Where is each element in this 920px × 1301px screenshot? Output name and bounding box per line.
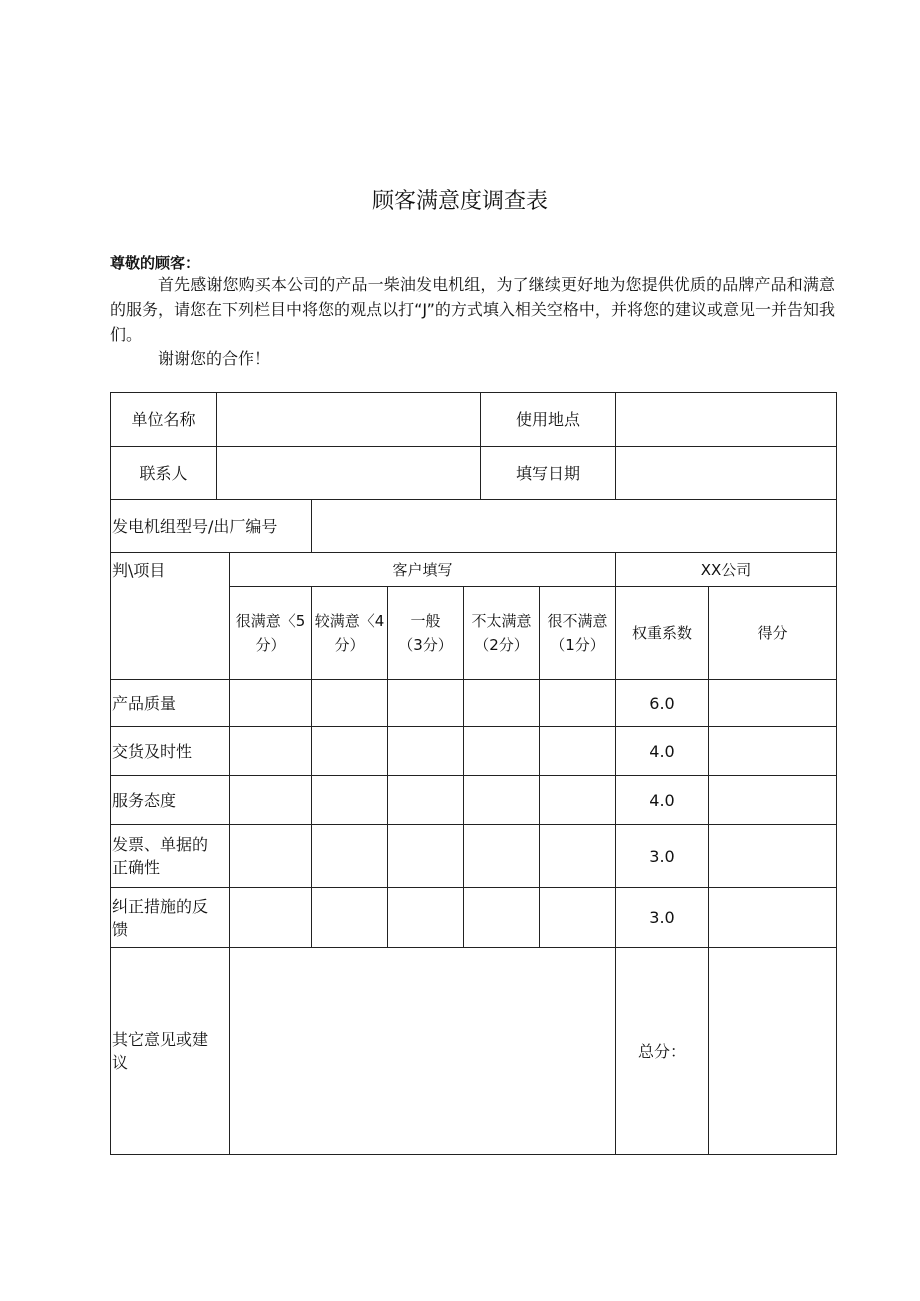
model-serial-label: 发电机组型号/出厂编号 xyxy=(110,499,312,553)
row-label-delivery-timeliness: 交货及时性 xyxy=(110,726,230,776)
rating-cell[interactable] xyxy=(539,726,616,776)
use-location-field[interactable] xyxy=(615,392,837,447)
rating-cell[interactable] xyxy=(387,824,464,888)
rating-cell[interactable] xyxy=(311,775,388,825)
rating-cell[interactable] xyxy=(463,679,540,727)
score-cell[interactable] xyxy=(708,775,837,825)
rating-very-dissatisfied-header: 很不满意 （1分） xyxy=(539,586,616,680)
rating-very-satisfied-header: 很满意〈5 分） xyxy=(229,586,312,680)
rating-cell[interactable] xyxy=(539,824,616,888)
rating-satisfied-header: 较满意〈4 分） xyxy=(311,586,388,680)
rating-cell[interactable] xyxy=(463,775,540,825)
company-header: XX公司 xyxy=(615,552,837,587)
comments-field[interactable] xyxy=(229,947,616,1155)
rating-cell[interactable] xyxy=(387,887,464,948)
score-cell[interactable] xyxy=(708,824,837,888)
contact-field[interactable] xyxy=(216,446,481,500)
model-serial-field[interactable] xyxy=(311,499,837,553)
weight-value: 3.0 xyxy=(615,887,709,948)
fill-date-field[interactable] xyxy=(615,446,837,500)
rating-dissatisfied-header: 不太满意 （2分） xyxy=(463,586,540,680)
score-header: 得分 xyxy=(708,586,837,680)
weight-header: 权重系数 xyxy=(615,586,709,680)
rating-cell[interactable] xyxy=(311,887,388,948)
customer-fill-header: 客户填写 xyxy=(229,552,616,587)
rating-cell[interactable] xyxy=(229,824,312,888)
rating-cell[interactable] xyxy=(539,679,616,727)
thanks-line: 谢谢您的合作！ xyxy=(158,349,271,368)
rating-cell[interactable] xyxy=(463,887,540,948)
row-label-product-quality: 产品质量 xyxy=(110,679,230,727)
weight-value: 6.0 xyxy=(615,679,709,727)
fill-date-label: 填写日期 xyxy=(480,446,616,500)
rating-cell[interactable] xyxy=(229,679,312,727)
rating-cell[interactable] xyxy=(387,679,464,727)
greeting: 尊敬的顾客： xyxy=(110,254,201,272)
rating-cell[interactable] xyxy=(463,726,540,776)
rating-cell[interactable] xyxy=(311,679,388,727)
contact-label: 联系人 xyxy=(110,446,217,500)
total-score-field[interactable] xyxy=(708,947,837,1155)
rating-average-header: 一般 （3分） xyxy=(387,586,464,680)
unit-name-field[interactable] xyxy=(216,392,481,447)
intro-paragraph: 首先感谢您购买本公司的产品一柴油发电机组，为了继续更好地为您提供优质的品牌产品和满意的服务，请您在下列栏目中将您的观点以打“J”的方式填入相关空格中，并将您的建议或意见一并告知我们。 xyxy=(110,275,835,344)
row-label-service-attitude: 服务态度 xyxy=(110,775,230,825)
row-label-corrective-feedback: 纠正措施的反 馈 xyxy=(110,887,230,948)
score-cell[interactable] xyxy=(708,887,837,948)
page-title: 顾客满意度调查表 xyxy=(371,189,548,214)
weight-value: 3.0 xyxy=(615,824,709,888)
rating-cell[interactable] xyxy=(539,775,616,825)
score-cell[interactable] xyxy=(708,679,837,727)
use-location-label: 使用地点 xyxy=(480,392,616,447)
rating-cell[interactable] xyxy=(229,887,312,948)
rating-cell[interactable] xyxy=(387,775,464,825)
rating-cell[interactable] xyxy=(387,726,464,776)
row-label-invoice-accuracy: 发票、单据的 正确性 xyxy=(110,824,230,888)
item-header: 判\项目 xyxy=(110,552,230,680)
unit-name-label: 单位名称 xyxy=(110,392,217,447)
rating-cell[interactable] xyxy=(311,824,388,888)
rating-cell[interactable] xyxy=(229,775,312,825)
weight-value: 4.0 xyxy=(615,775,709,825)
rating-cell[interactable] xyxy=(539,887,616,948)
rating-cell[interactable] xyxy=(311,726,388,776)
score-cell[interactable] xyxy=(708,726,837,776)
comments-label: 其它意见或建 议 xyxy=(110,947,230,1155)
total-score-label: 总分： xyxy=(615,947,709,1155)
rating-cell[interactable] xyxy=(463,824,540,888)
rating-cell[interactable] xyxy=(229,726,312,776)
weight-value: 4.0 xyxy=(615,726,709,776)
